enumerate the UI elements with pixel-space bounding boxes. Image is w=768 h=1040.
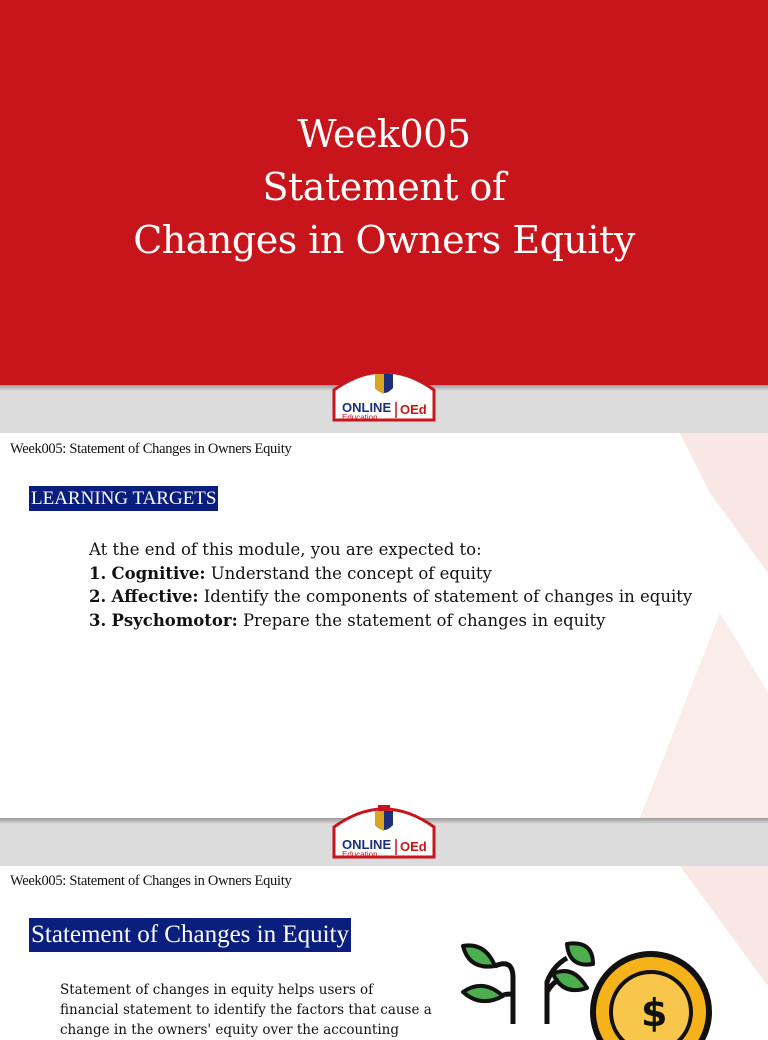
title-slide [0, 0, 768, 385]
logo-word-online: ONLINE [342, 400, 392, 415]
logo-word-education: Education [342, 413, 378, 422]
online-education-logo [332, 797, 436, 857]
logo-word-oed: OEd [400, 402, 427, 417]
target-item-affective: 2. Affective: Identify the components of statement of changes in equity [89, 587, 693, 606]
title-line-statement: Statement of [262, 165, 506, 209]
statement-slide [0, 866, 768, 1038]
target-item-cognitive: 1. Cognitive: Understand the concept of equity [89, 564, 492, 583]
logo-word-education: Education [342, 850, 378, 859]
section-tag-learning-targets: LEARNING TARGETS [31, 488, 217, 509]
objectives-intro: At the end of this module, you are expected to: [89, 540, 482, 559]
online-education-logo [332, 360, 436, 420]
statement-paragraph: Statement of changes in equity helps users of financial statement to identify the factors that cause a change in the owners' equity over the accounting [60, 982, 432, 1038]
title-line-changes: Changes in Owners Equity [133, 218, 635, 262]
learning-targets-slide [0, 433, 768, 818]
target-item-psychomotor: 3. Psychomotor: Prepare the statement of changes in equity [89, 611, 606, 630]
title-line-week: Week005 [297, 112, 471, 156]
section-tag-statement: Statement of Changes in Equity [29, 918, 351, 952]
svg-text:$: $ [641, 991, 668, 1035]
logo-word-oed: OEd [400, 839, 427, 854]
money-plant-icon [455, 934, 715, 1035]
logo-word-online: ONLINE [342, 837, 392, 852]
slide-header: Week005: Statement of Changes in Owners Equity [10, 873, 292, 889]
slide-header: Week005: Statement of Changes in Owners Equity [10, 441, 292, 457]
